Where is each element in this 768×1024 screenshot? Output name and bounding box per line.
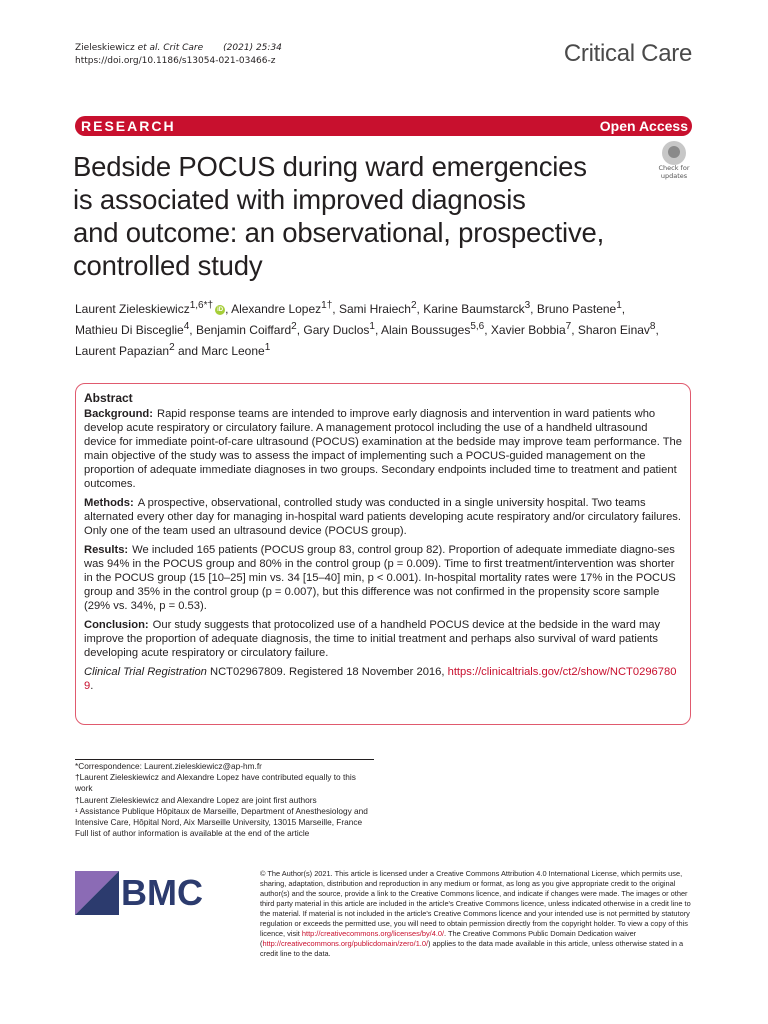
trial-registration: Clinical Trial Registration NCT02967809. Registered 18 November 2016, https://clinicaltrials.gov/ct2/show/NCT0296780 9.: [84, 666, 677, 692]
footnote: Full list of author information is available at the end of the article: [75, 828, 310, 839]
section-label: RESEARCH: [81, 118, 176, 134]
citation-year: (2021) 25:34: [223, 43, 282, 53]
footnote-divider: [75, 759, 374, 760]
citation-journal: et al. Crit Care: [137, 43, 204, 53]
check-for-updates-button[interactable]: Check for updates: [654, 141, 694, 181]
abstract-heading: Abstract: [84, 391, 133, 405]
bmc-logo: [75, 871, 215, 921]
orcid-icon[interactable]: iD: [217, 306, 224, 313]
title-line: Bedside POCUS during ward emergencies: [73, 151, 587, 182]
footnote: †Laurent Zieleskiewicz and Alexandre Lopez are joint first authors: [75, 794, 317, 805]
footnote: ¹ Assistance Publique Hôpitaux de Marseille, Department of Anesthesiology and Intensive Care, Hôpital Nord, Aix Marseille University, 13015 Marseille, France: [75, 805, 368, 828]
license-text: © The Author(s) 2021. This article is licensed under a Creative Commons Attribution 4.0 International License, which permits use, sharing, adaptation, distribution and reproduction in any medium or format, as long as you give appropriate credit to the original author(s) and the source, provide a link to the Creative Commons licence, and indicate if changes were made. The images or other third party material in this article are included in the article's Creative Commons licence, unless indicated otherwise in a credit line to the material. If material is not included in the article's Creative Commons licence and your intended use is not permitted by statutory regulation or exceeds the permitted use, you will need to obtain permission directly from the copyright holder. To view a copy of this licence, visit http://creativecommons.org/licenses/by/4.0/. The Creative Commons Public Domain Dedication waiver (http://creativecommons.org/publicdomain/zero/1.0/) applies to the data made available in this article, unless otherwise stated in a credit line to the data.: [260, 869, 691, 958]
citation-header: [75, 42, 282, 67]
citation-authors: Zieleskiewicz: [75, 43, 135, 53]
title-line: controlled study: [73, 250, 263, 281]
cc-zero-link[interactable]: http://creativecommons.org/publicdomain/zero/1.0/: [262, 939, 429, 948]
abstract-conclusion: Conclusion: Our study suggests that protocolized use of a handheld POCUS device at the bedside in the ward may improve the proportion of adequate diagnosis, the time to initial treatment and perhaps also survival of ward patients developing acute respiratory or circulatory failure.: [84, 619, 661, 659]
abstract-results: Results: We included 165 patients (POCUS group 83, control group 82). Proportion of adequate immediate diagno-ses was 94% in the POCUS group and 80% in the control group (p = 0.009). Time to first treatment/intervention was shorter in the POCUS group (15 [10–25] min vs. 34 [15–40] min, p < 0.001). In-hospital mortality rates were 17% in the POCUS group and 35% in the control group (p = 0.007), but this difference was not confirmed in the propensity score sample (29% vs. 34%, p = 0.53).: [84, 544, 676, 612]
title-line: is associated with improved diagnosis: [73, 184, 526, 215]
correspondence: *Correspondence: Laurent.zieleskiewicz@ap-hm.fr: [75, 761, 262, 771]
bmc-logo-icon: [75, 871, 119, 915]
journal-name: Critical Care: [563, 40, 692, 67]
title-line: and outcome: an observational, prospective,: [73, 217, 605, 248]
author-list: Laurent Zieleskiewicz$^{1,6*\dagger}$ iD , Alexandre Lopez$^{1\dagger}$, Sami Hraiech$^2$, Karine Baumstarck$^3$, Bruno Pastene$^1$, Mathieu Di Bisceglie$^4$, Benjamin Coiffard$^2$, Gary Duclos$^1$, Alain Boussuges$^{5,6}$, Xavier Bobbia$^7$, Sharon Einav$^8$, Laurent Papazian$^2$ and Marc Leone$^1$: [75, 300, 659, 358]
bmc-logo-text: BMC: [121, 872, 203, 913]
abstract-methods: Methods: A prospective, observational, controlled study was conducted in a single university hospital. Two teams alternated every other day for managing in-hospital ward patients developing acute respiratory and/or circulatory failures. Only one of the team used an ultrasound device (POCUS group).: [84, 497, 681, 537]
doi-link[interactable]: https://doi.org/10.1186/s13054-021-03466-z: [75, 55, 276, 66]
abstract-box: [75, 383, 691, 725]
cc-by-link[interactable]: http://creativecommons.org/licenses/by/4.0/: [301, 929, 445, 938]
open-access-label: Open Access: [599, 118, 688, 134]
footnotes: [75, 761, 375, 839]
article-title: [73, 150, 663, 282]
abstract-background: Background: Rapid response teams are intended to improve early diagnosis and intervention in ward patients who develop acute respiratory or circulatory failure. A management protocol including the use of a handheld ultrasound device for immediate point-of-care ultrasound (POCUS) examination at the bedside may improve team performance. The main objective of the study was to assess the impact of implementing such a POCUS-guided management on the proportion of adequate immediate diagnoses in two groups. Secondary endpoints included time to treatment and patient outcomes.: [84, 408, 682, 490]
trial-link[interactable]: https://clinicaltrials.gov/ct2/show/NCT0296780 9: [84, 666, 677, 692]
author-name[interactable]: Laurent Zieleskiewicz: [75, 302, 190, 316]
footnote: †Laurent Zieleskiewicz and Alexandre Lopez have contributed equally to this work: [75, 772, 356, 794]
